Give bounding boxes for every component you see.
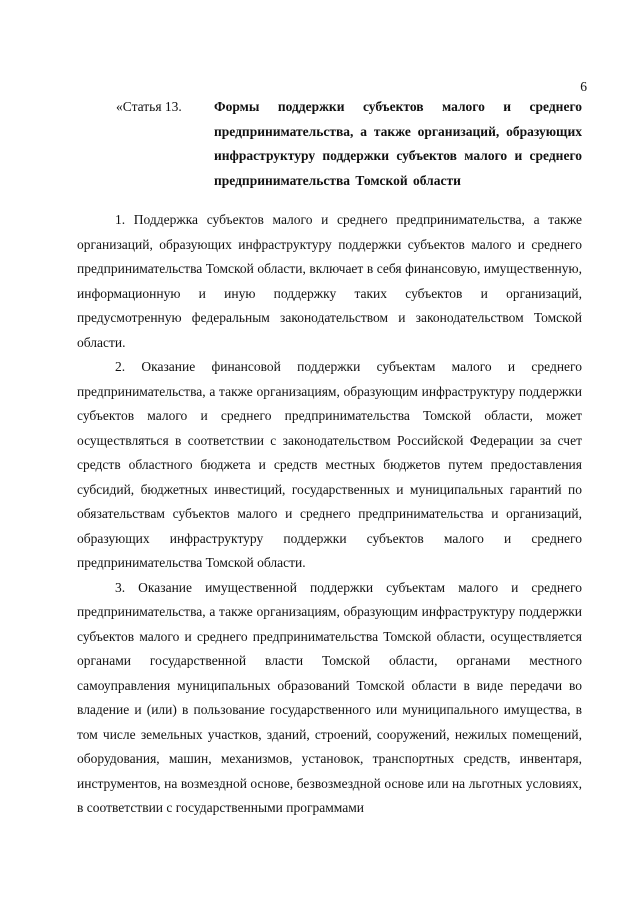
paragraph-3: 3. Оказание имущественной поддержки субъектам малого и среднего предпринимательства, а также организациям, образующим инфраструктуру поддержки субъектов малого и среднего предпринимательства Томской области, осуществляется органами государственной власти Томской области, органами местного самоуправления муниципальных образований Томской области в виде передачи во владение и (или) в пользование государственного или муниципального имущества, в том числе земельных участков, зданий, строений, сооружений, нежилых помещений, оборудования, машин, механизмов, установок, транспортных средств, инвентаря, инструментов, на возмездной основе, безвозмездной основе или на льготных условиях, в соответствии с государственными программами: [77, 579, 582, 815]
article-body: [77, 208, 582, 821]
article-heading: [116, 95, 582, 193]
page-number: 6: [580, 79, 587, 94]
paragraph-1: 1. Поддержка субъектов малого и среднего предпринимательства, а также организаций, образующих инфраструктуру поддержки субъектов малого и среднего предпринимательства Томской области, включает в себя финансовую, имущественную, информационную и иную поддержку таких субъектов и организаций, предусмотренную федеральным законодательством и законодательством Томской области.: [77, 212, 582, 350]
paragraph-2: 2. Оказание финансовой поддержки субъектам малого и среднего предпринимательства, а также организациям, образующим инфраструктуру поддержки субъектов малого и среднего предпринимательства Томской области, может осуществляться в соответствии с законодательством Российской Федерации за счет средств областного бюджета и средств местных бюджетов путем предоставления субсидий, бюджетных инвестиций, государственных и муниципальных гарантий по обязательствам субъектов малого и среднего предпринимательства и организаций, образующих инфраструктуру поддержки субъектов малого и среднего предпринимательства Томской области.: [77, 359, 582, 570]
article-title: Формы поддержки субъектов малого и среднего предпринимательства, а также организаций, образующих инфраструктуру поддержки субъектов малого и среднего предпринимательства Томской области: [214, 99, 582, 188]
article-label: «Статья 13.: [116, 99, 182, 114]
